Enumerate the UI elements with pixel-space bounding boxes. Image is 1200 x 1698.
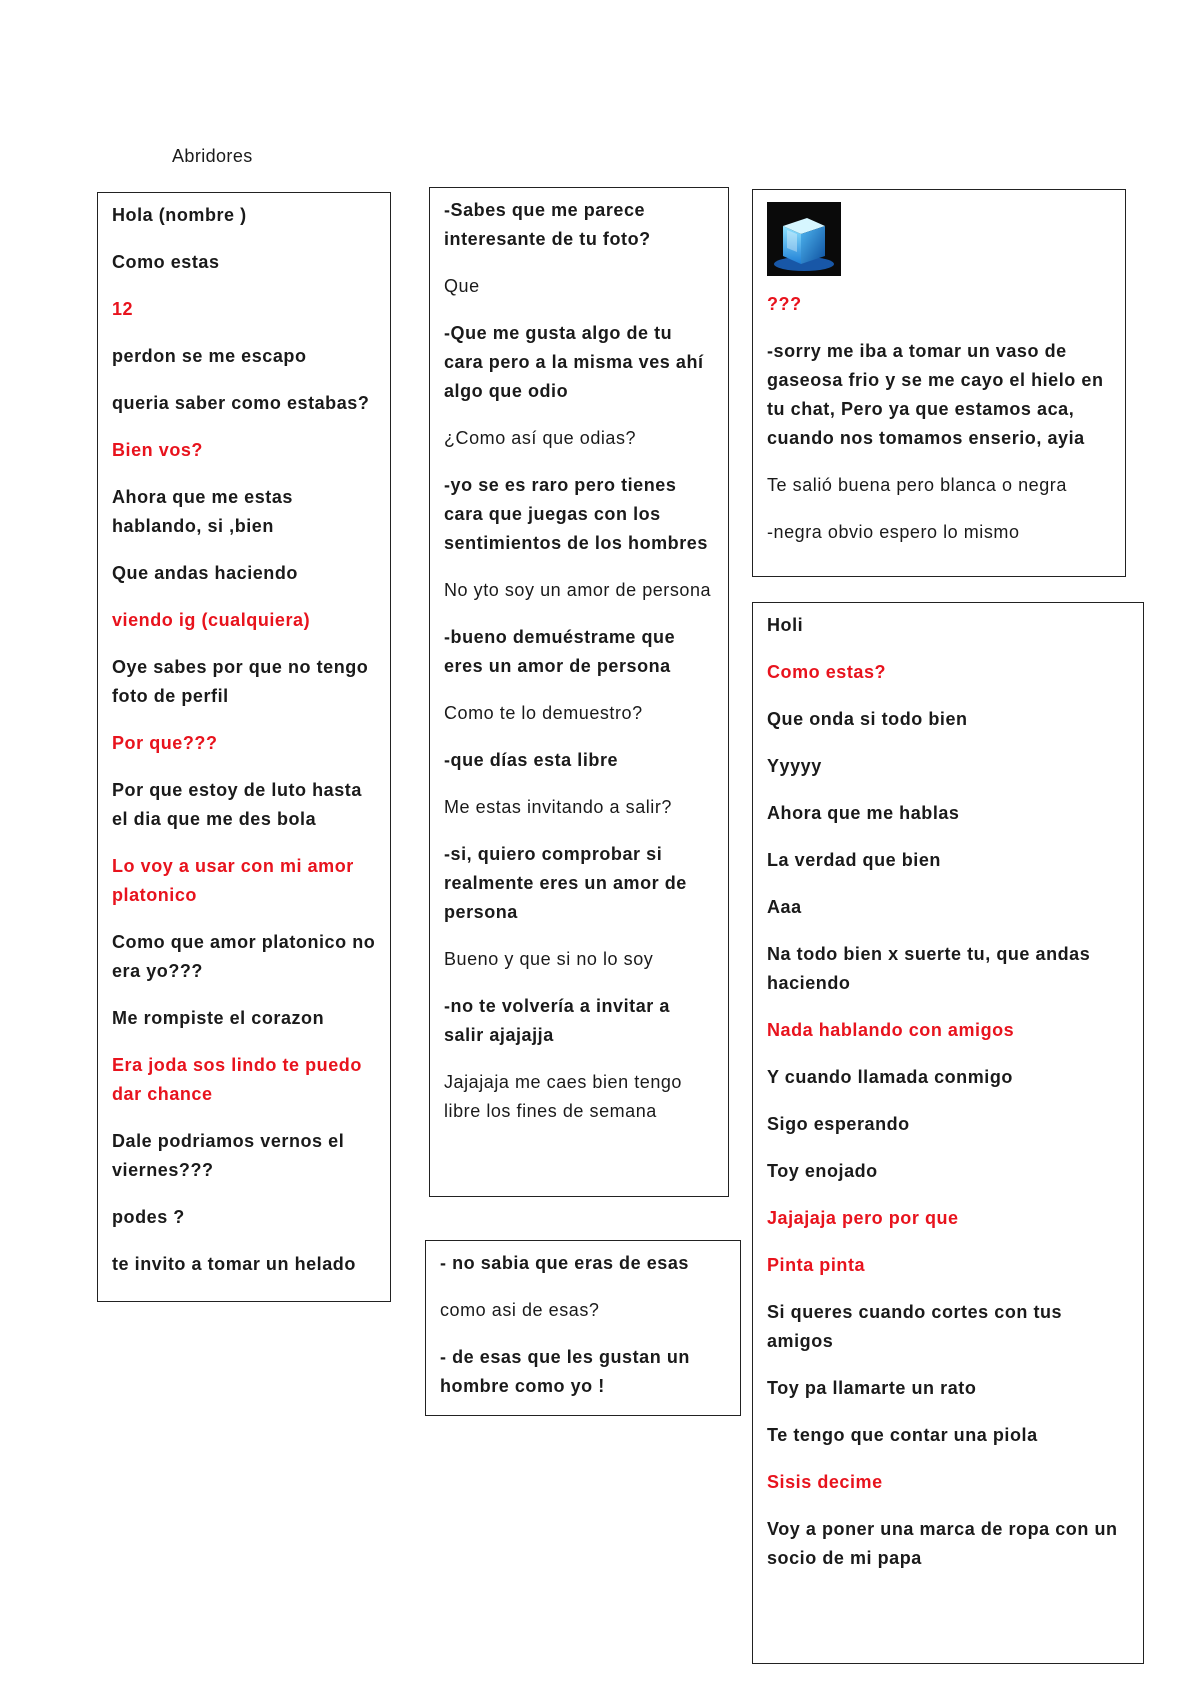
message-line: Lo voy a usar con mi amor platonico [112,856,354,905]
message-line: Era joda sos lindo te puedo dar chance [112,1055,362,1104]
page-title: Abridores [172,146,253,166]
message-line: - no sabia que eras de esas [440,1253,689,1273]
message-line: Ahora que me hablas [767,803,960,823]
message-line: -sorry me iba a tomar un vaso de gaseosa frio y se me cayo el hielo en tu chat, Pero ya que estamos aca, cuando nos tomamos enserio, ayia [767,341,1104,448]
message-line: Oye sabes por que no tengo foto de perfil [112,657,369,706]
message-line: Me rompiste el corazon [112,1008,325,1028]
message-line: Yyyyy [767,756,822,776]
message-line: Bien vos? [112,440,203,460]
message-line: Que onda si todo bien [767,709,968,729]
ice-cube-icon [767,202,841,276]
message-line: No yto soy un amor de persona [444,580,712,600]
message-line: Voy a poner una marca de ropa con un socio de mi papa [767,1519,1118,1568]
message-line: Ahora que me estas hablando, si ,bien [112,487,293,536]
message-line: perdon se me escapo [112,346,307,366]
message-line: Jajajaja me caes bien tengo libre los fines de semana [444,1072,682,1121]
message-line: Que andas haciendo [112,563,298,583]
opener-box-middle-top [429,187,729,1197]
message-line: Aaa [767,897,802,917]
message-line: ¿Como así que odias? [444,428,637,448]
message-line: La verdad que bien [767,850,941,870]
opener-box-middle-bottom [425,1240,741,1416]
message-line: -yo se es raro pero tienes cara que juegas con los sentimientos de los hombres [444,475,708,553]
message-line: Como te lo demuestro? [444,703,643,723]
message-line: 12 [112,299,134,319]
message-line: Y cuando llamada conmigo [767,1067,1013,1087]
message-line: Toy enojado [767,1161,878,1181]
message-line: Hola (nombre ) [112,205,247,225]
message-line: Holi [767,615,804,635]
message-line: Jajajaja pero por que [767,1208,959,1228]
message-line: viendo ig (cualquiera) [112,610,311,630]
message-line: te invito a tomar un helado [112,1254,356,1274]
message-line: Como estas [112,252,220,272]
message-line: -bueno demuéstrame que eres un amor de persona [444,627,676,676]
message-line: -no te volvería a invitar a salir ajajajja [444,996,670,1045]
message-line: - de esas que les gustan un hombre como yo ! [440,1347,690,1396]
message-line: Por que??? [112,733,218,753]
message-line: Como estas? [767,662,887,682]
message-line: Te salió buena pero blanca o negra [767,475,1067,495]
message-line: -negra obvio espero lo mismo [767,522,1020,542]
opener-box-right-bottom [752,602,1144,1664]
message-line: podes ? [112,1207,185,1227]
opener-box-left [97,192,391,1302]
message-line: Dale podriamos vernos el viernes??? [112,1131,345,1180]
opener-box-right-top [752,189,1126,577]
message-line: -si, quiero comprobar si realmente eres un amor de persona [444,844,687,922]
message-line: Sisis decime [767,1472,883,1492]
message-line: queria saber como estabas? [112,393,370,413]
message-line: ??? [767,294,802,314]
message-line: Na todo bien x suerte tu, que andas haciendo [767,944,1091,993]
message-line: Que [444,276,480,296]
message-line: Me estas invitando a salir? [444,797,672,817]
message-line: Te tengo que contar una piola [767,1425,1038,1445]
message-line: Toy pa llamarte un rato [767,1378,977,1398]
message-line: Por que estoy de luto hasta el dia que me des bola [112,780,362,829]
message-line: -Que me gusta algo de tu cara pero a la misma ves ahí algo que odio [444,323,704,401]
message-line: -Sabes que me parece interesante de tu foto? [444,200,651,249]
message-line: como asi de esas? [440,1300,600,1320]
message-line: Bueno y que si no lo soy [444,949,654,969]
message-line: Nada hablando con amigos [767,1020,1015,1040]
message-line: Si queres cuando cortes con tus amigos [767,1302,1063,1351]
message-line: Pinta pinta [767,1255,866,1275]
message-line: -que días esta libre [444,750,619,770]
message-line: Sigo esperando [767,1114,910,1134]
message-line: Como que amor platonico no era yo??? [112,932,376,981]
